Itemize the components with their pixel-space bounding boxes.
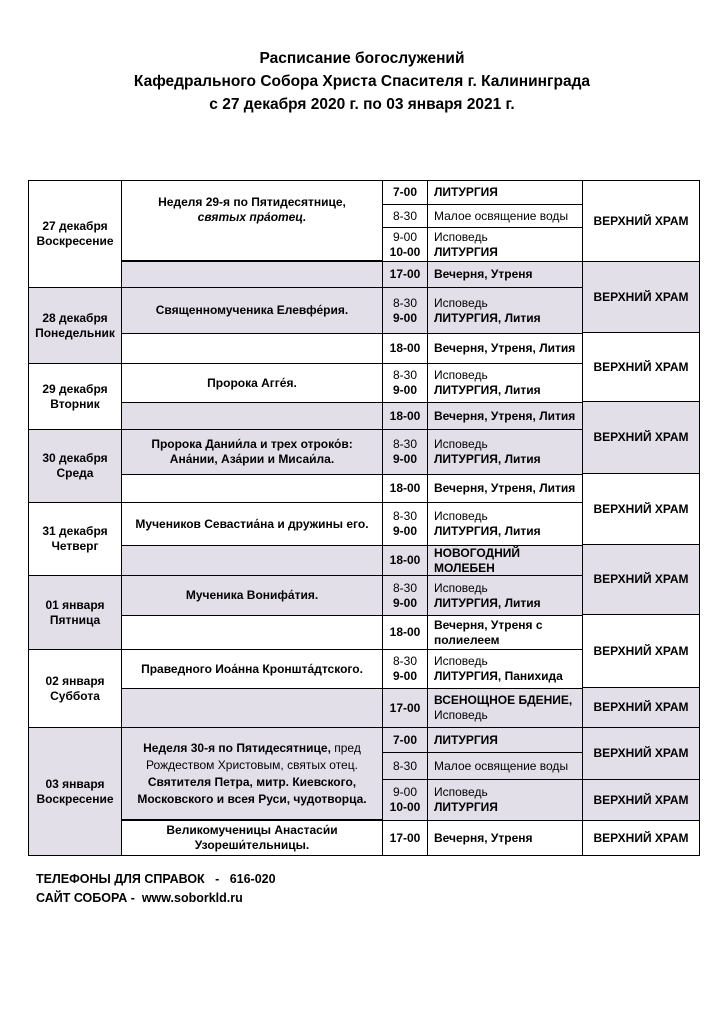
location-block-5: ВЕРХНИЙ ХРАМ [582,473,700,545]
day-29-saint: Пророка Агге́я. [121,363,383,403]
day-28-service-1: Исповедь ЛИТУРГИЯ, Лития [427,287,583,334]
day-27-time-3: 9-00 10-00 [382,227,428,262]
day-03-date: 03 января Воскресение [28,727,122,856]
day-01-saint-evening [121,615,383,650]
day-03-time-4: 17-00 [382,820,428,856]
location-block-7: ВЕРХНИЙ ХРАМ [582,614,700,688]
day-01-saint: Мученика Вонифа́тия. [121,575,383,616]
day-29-service-1: Исповедь ЛИТУРГИЯ, Лития [427,363,583,403]
day-02-time-1: 8-30 9-00 [382,649,428,689]
day-03-saint: Неделя 30-я по Пятидесятнице, пред Рождеством Христовым, святых отец. Святителя Петра, митр. Киевского, Московского и всея Руси, чудотворца. [121,727,383,820]
location-block-6: ВЕРХНИЙ ХРАМ [582,544,700,615]
day-03-service-3: Исповедь ЛИТУРГИЯ [427,779,583,821]
day-03-saint-evening: Великомученицы Анастаси́и Узореши́тельницы. [121,820,383,856]
location-block-10: ВЕРХНИЙ ХРАМ [582,779,700,821]
title-line-2: Кафедрального Собора Христа Спасителя г. Калининграда [133,73,591,90]
day-31-saint-evening [121,545,383,576]
title-line-1: Расписание богослужений [259,50,465,67]
day-03-time-1: 7-00 [382,727,428,753]
day-27-saint-evening [121,261,383,288]
day-30-saint-evening [121,474,383,503]
day-03-service-2: Малое освящение воды [427,752,583,780]
day-03-service-4: Вечерня, Утреня [427,820,583,856]
day-02-service-1: Исповедь ЛИТУРГИЯ, Панихида [427,649,583,689]
title-line-3: с 27 декабря 2020 г. по 03 января 2021 г. [209,96,515,113]
day-02-date: 02 января Суббота [28,649,122,728]
day-27-time-4: 17-00 [382,261,428,288]
day-31-service-2: НОВОГОДНИЙ МОЛЕБЕН [427,545,583,576]
day-02-saint: Праведного Иоа́нна Кроншта́дтского. [121,649,383,689]
day-28-time-1: 8-30 9-00 [382,287,428,334]
day-31-time-1: 8-30 9-00 [382,502,428,546]
footer-site: САЙТ СОБОРА - www.soborkld.ru [36,891,243,905]
day-29-date: 29 декабря Вторник [28,363,122,430]
day-28-date: 28 декабря Понедельник [28,287,122,364]
day-01-service-1: Исповедь ЛИТУРГИЯ, Лития [427,575,583,616]
day-27-service-4: Вечерня, Утреня [427,261,583,288]
day-27-time-1: 7-00 [382,180,428,205]
day-27-date: 27 декабря Воскресение [28,180,122,288]
day-27-service-3: Исповедь ЛИТУРГИЯ [427,227,583,262]
location-block-9: ВЕРХНИЙ ХРАМ [582,727,700,780]
location-block-4: ВЕРХНИЙ ХРАМ [582,401,700,474]
day-30-saint: Пророка Дании́ла и трех отроко́в: Ана́нии, Аза́рии и Мисаи́ла. [121,429,383,475]
day-02-saint-evening [121,688,383,728]
location-block-2: ВЕРХНИЙ ХРАМ [582,261,700,333]
day-28-saint-evening [121,333,383,364]
day-01-date: 01 января Пятница [28,575,122,650]
day-30-time-1: 8-30 9-00 [382,429,428,475]
day-02-time-2: 17-00 [382,688,428,728]
day-27-service-2: Малое освящение воды [427,204,583,228]
day-03-time-2: 8-30 [382,752,428,780]
schedule-table [28,180,700,856]
day-29-time-2: 18-00 [382,402,428,430]
day-31-date: 31 декабря Четверг [28,502,122,576]
day-27-time-2: 8-30 [382,204,428,228]
location-block-3: ВЕРХНИЙ ХРАМ [582,332,700,402]
footer-phone: ТЕЛЕФОНЫ ДЛЯ СПРАВОК - 616-020 [36,872,276,886]
day-27-saint: Неделя 29-я по Пятидесятнице, святых пра́отец. [121,180,383,261]
day-29-saint-evening [121,402,383,430]
location-block-8: ВЕРХНИЙ ХРАМ [582,687,700,728]
day-03-service-1: ЛИТУРГИЯ [427,727,583,753]
day-31-saint: Мучеников Севастиа́на и дружины его. [121,502,383,546]
day-30-date: 30 декабря Среда [28,429,122,503]
day-30-time-2: 18-00 [382,474,428,503]
day-28-saint: Священномученика Елевфе́рия. [121,287,383,334]
day-29-time-1: 8-30 9-00 [382,363,428,403]
day-01-time-2: 18-00 [382,615,428,650]
day-27-service-1: ЛИТУРГИЯ [427,180,583,205]
day-28-service-2: Вечерня, Утреня, Лития [427,333,583,364]
location-block-11: ВЕРХНИЙ ХРАМ [582,820,700,856]
day-01-time-1: 8-30 9-00 [382,575,428,616]
day-28-time-2: 18-00 [382,333,428,364]
day-02-service-2: ВСЕНОЩНОЕ БДЕНИЕ, Исповедь [427,688,583,728]
day-29-service-2: Вечерня, Утреня, Лития [427,402,583,430]
day-31-time-2: 18-00 [382,545,428,576]
day-03-time-3: 9-00 10-00 [382,779,428,821]
day-30-service-2: Вечерня, Утреня, Лития [427,474,583,503]
day-30-service-1: Исповедь ЛИТУРГИЯ, Лития [427,429,583,475]
day-27-location-1: ВЕРХНИЙ ХРАМ [582,180,700,262]
day-31-service-1: Исповедь ЛИТУРГИЯ, Лития [427,502,583,546]
day-01-service-2: Вечерня, Утреня с полиелеем [427,615,583,650]
